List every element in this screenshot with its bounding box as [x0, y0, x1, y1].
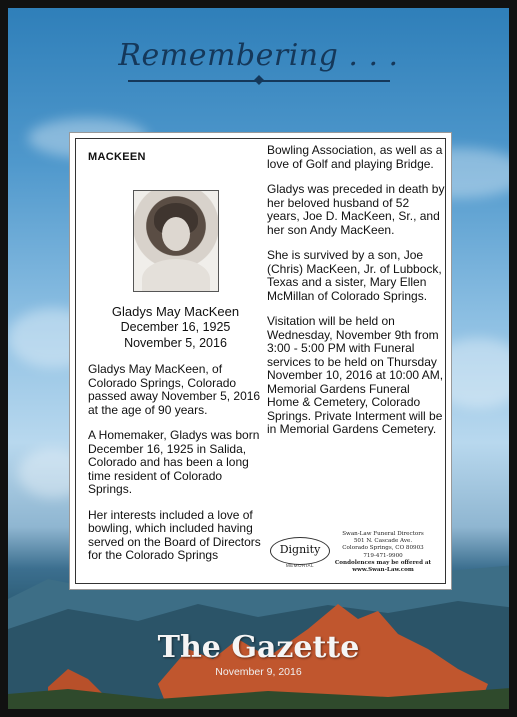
full-name: Gladys May MacKeen: [111, 304, 240, 319]
publication-title: The Gazette: [157, 630, 360, 665]
dignity-logo-sub: MEMORIAL: [286, 563, 315, 568]
ornament-icon: [254, 75, 264, 85]
funeral-home-address: 501 N. Cascade Ave.: [353, 538, 413, 545]
left-paragraphs: [88, 363, 263, 563]
death-date: November 5, 2016: [124, 336, 227, 350]
panel-border: [75, 138, 446, 584]
surname-heading: MACKEEN: [88, 151, 146, 163]
paragraph: A Homemaker, Gladys was born December 16, 1925 in Salida, Colorado and has been a long time resident of Colorado Springs.: [88, 428, 260, 496]
funeral-home-ad: [268, 529, 440, 581]
paragraph: Gladys was preceded in death by her beloved husband of 52 years, Joe D. MacKeen, Sr., and her son Andy MacKeen.: [267, 182, 445, 237]
funeral-home-phone: 719-471-9900: [363, 552, 403, 559]
header-title: Remembering . . .: [118, 38, 399, 73]
dignity-logo: Dignity: [270, 537, 330, 565]
funeral-home-name: Swan-Law Funeral Directors: [342, 531, 424, 537]
funeral-home-city: Colorado Springs, CO 80903: [342, 545, 424, 552]
right-column: [267, 144, 445, 449]
paragraph: Visitation will be held on Wednesday, November 9th from 3:00 - 5:00 PM with Funeral services to be held on Thursday November 10, 2016 at 10:00 AM, Memorial Gardens Funeral Home & Cemetery, Colorado Springs. Private Interment will be in Memorial Gardens Cemetery.: [267, 314, 444, 436]
funeral-home-website: www.Swan-Law.com: [352, 567, 414, 574]
publication-date: November 9, 2016: [215, 666, 302, 678]
portrait-photo: [133, 190, 219, 292]
name-block: [88, 304, 263, 351]
obituary-panel: [69, 132, 452, 590]
birth-date: December 16, 1925: [120, 320, 231, 334]
left-column: [88, 147, 263, 575]
paragraph: Her interests included a love of bowling, which included having served on the Board of Directors for the Colorado Springs: [88, 507, 261, 562]
paragraph: Bowling Association, as well as a love of Golf and playing Bridge.: [267, 143, 443, 171]
funeral-home-details: [328, 531, 438, 574]
paragraph: She is survived by a son, Joe (Chris) MacKeen, Jr. of Lubbock, Texas and a sister, Mary Ellen McMillan of Colorado Springs.: [267, 248, 442, 303]
paragraph: Gladys May MacKeen, of Colorado Springs, Colorado passed away November 5, 2016 at the age of 90 years.: [88, 362, 261, 417]
condolence-line: Condolences may be offered at: [334, 559, 432, 566]
